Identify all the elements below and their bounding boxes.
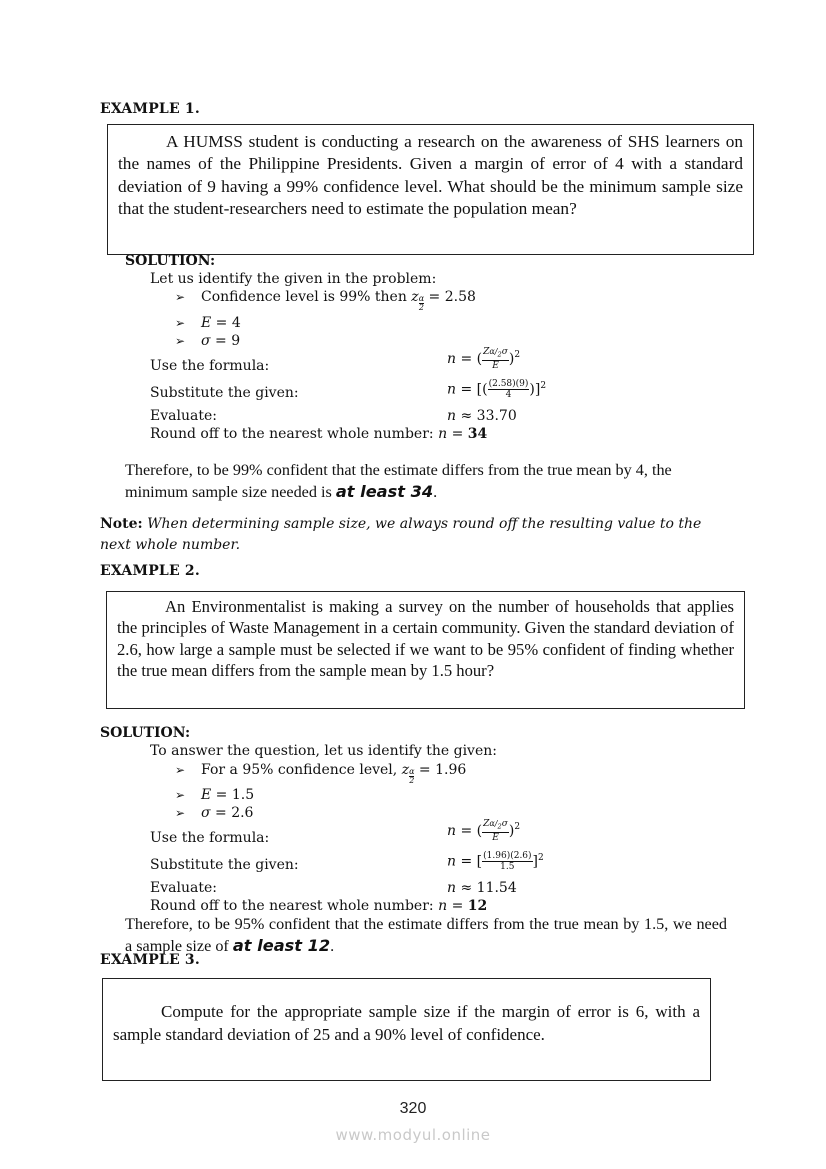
example-1-evaluate: n ≈ 33.70 (447, 408, 517, 424)
example-1-conclusion: Therefore, to be 99% confident that the estimate differs from the true mean by 4, the minimum sample size needed is at least 34. (125, 461, 672, 501)
example-2-formula: n = ( $\frac{Z\alpha/_2\sigma}{E}$ )$^2$ (447, 819, 521, 843)
example-1-substitution: n = [( $\frac{(2.58)(9)}{4}$ )]$^2$ (447, 379, 547, 401)
example-2-conclusion: Therefore, to be 95% confident that the estimate differs from the true mean by 1.5, we need a sample size of at least 12. (125, 915, 727, 955)
arrow-bullet-icon: ➢ (175, 788, 186, 802)
example-3-problem-text: Compute for the appropriate sample size if the margin of error is 6, with a sample standard deviation of 25 and a 90% level of confidence. (113, 1002, 700, 1044)
example-1-solution-label: SOLUTION: (125, 253, 216, 269)
example-1-intro: Let us identify the given in the problem: (150, 271, 437, 287)
arrow-bullet-icon: ➢ (175, 806, 186, 820)
example-2-step-formula-label: Use the formula: (150, 830, 270, 846)
arrow-bullet-icon: ➢ (175, 763, 186, 777)
arrow-bullet-icon: ➢ (175, 316, 186, 330)
example-2-round-off: Round off to the nearest whole number: n = 12 (150, 898, 488, 914)
example-1-given-confidence: ➢ Confidence level is 99% then z $\frac{\alpha}{2} = 2.58$ (175, 289, 476, 312)
example-1-step-evaluate-label: Evaluate: (150, 408, 217, 424)
watermark: www.modyul.online (335, 1126, 491, 1144)
example-2-substitution: n = [ $\frac{(1.96)(2.6)}{1.5}$ ]$^2$ (447, 851, 544, 873)
example-2-given-sigma: ➢ σ = 2.6 (175, 805, 254, 821)
example-2-solution-label: SOLUTION: (100, 725, 191, 741)
example-1-given-e: ➢ E = 4 (175, 315, 241, 331)
example-1-given-sigma: ➢ σ = 9 (175, 333, 241, 349)
arrow-bullet-icon: ➢ (175, 290, 186, 304)
page-number: 320 (399, 1100, 427, 1117)
example-1-step-formula-label: Use the formula: (150, 358, 270, 374)
arrow-bullet-icon: ➢ (175, 334, 186, 348)
example-3-problem-box (102, 978, 711, 1081)
example-1-formula: n = ( $\frac{Z\alpha/_2\sigma}{E}$ )$^2$ (447, 347, 521, 371)
example-3-heading: EXAMPLE 3. (100, 952, 200, 968)
example-2-intro: To answer the question, let us identify the given: (150, 743, 497, 759)
example-1-heading: EXAMPLE 1. (100, 101, 200, 117)
example-2-given-e: ➢ E = 1.5 (175, 787, 255, 803)
example-1-problem-text: A HUMSS student is conducting a research on the awareness of SHS learners on the names of the Philippine Presidents. Given a margin of error of 4 with a standard deviation of 9 having a 99% confidence level. What should be the minimum sample size that the student-researchers need to estimate the population mean? (118, 132, 743, 218)
example-1-problem-box (107, 124, 754, 255)
note: Note: When determining sample size, we always round off the resulting value to the next whole number. (100, 516, 702, 553)
example-2-step-substitute-label: Substitute the given: (150, 857, 299, 873)
example-2-problem-box (106, 591, 745, 709)
example-2-step-evaluate-label: Evaluate: (150, 880, 217, 896)
example-1-step-substitute-label: Substitute the given: (150, 385, 299, 401)
example-2-evaluate: n ≈ 11.54 (447, 880, 517, 896)
example-2-problem-text: An Environmentalist is making a survey on the number of households that applies the principles of Waste Management in a certain community. Given the standard deviation of 2.6, how large a sample must be selected if we want to be 95% confident of finding whether the true mean differs from the sample mean by 1.5 hour? (117, 597, 734, 680)
example-1-round-off: Round off to the nearest whole number: n = 34 (150, 426, 488, 442)
example-2-heading: EXAMPLE 2. (100, 563, 200, 579)
example-2-given-confidence: ➢ For a 95% confidence level, z $\frac{\alpha}{2} = 1.96$ (175, 762, 467, 785)
